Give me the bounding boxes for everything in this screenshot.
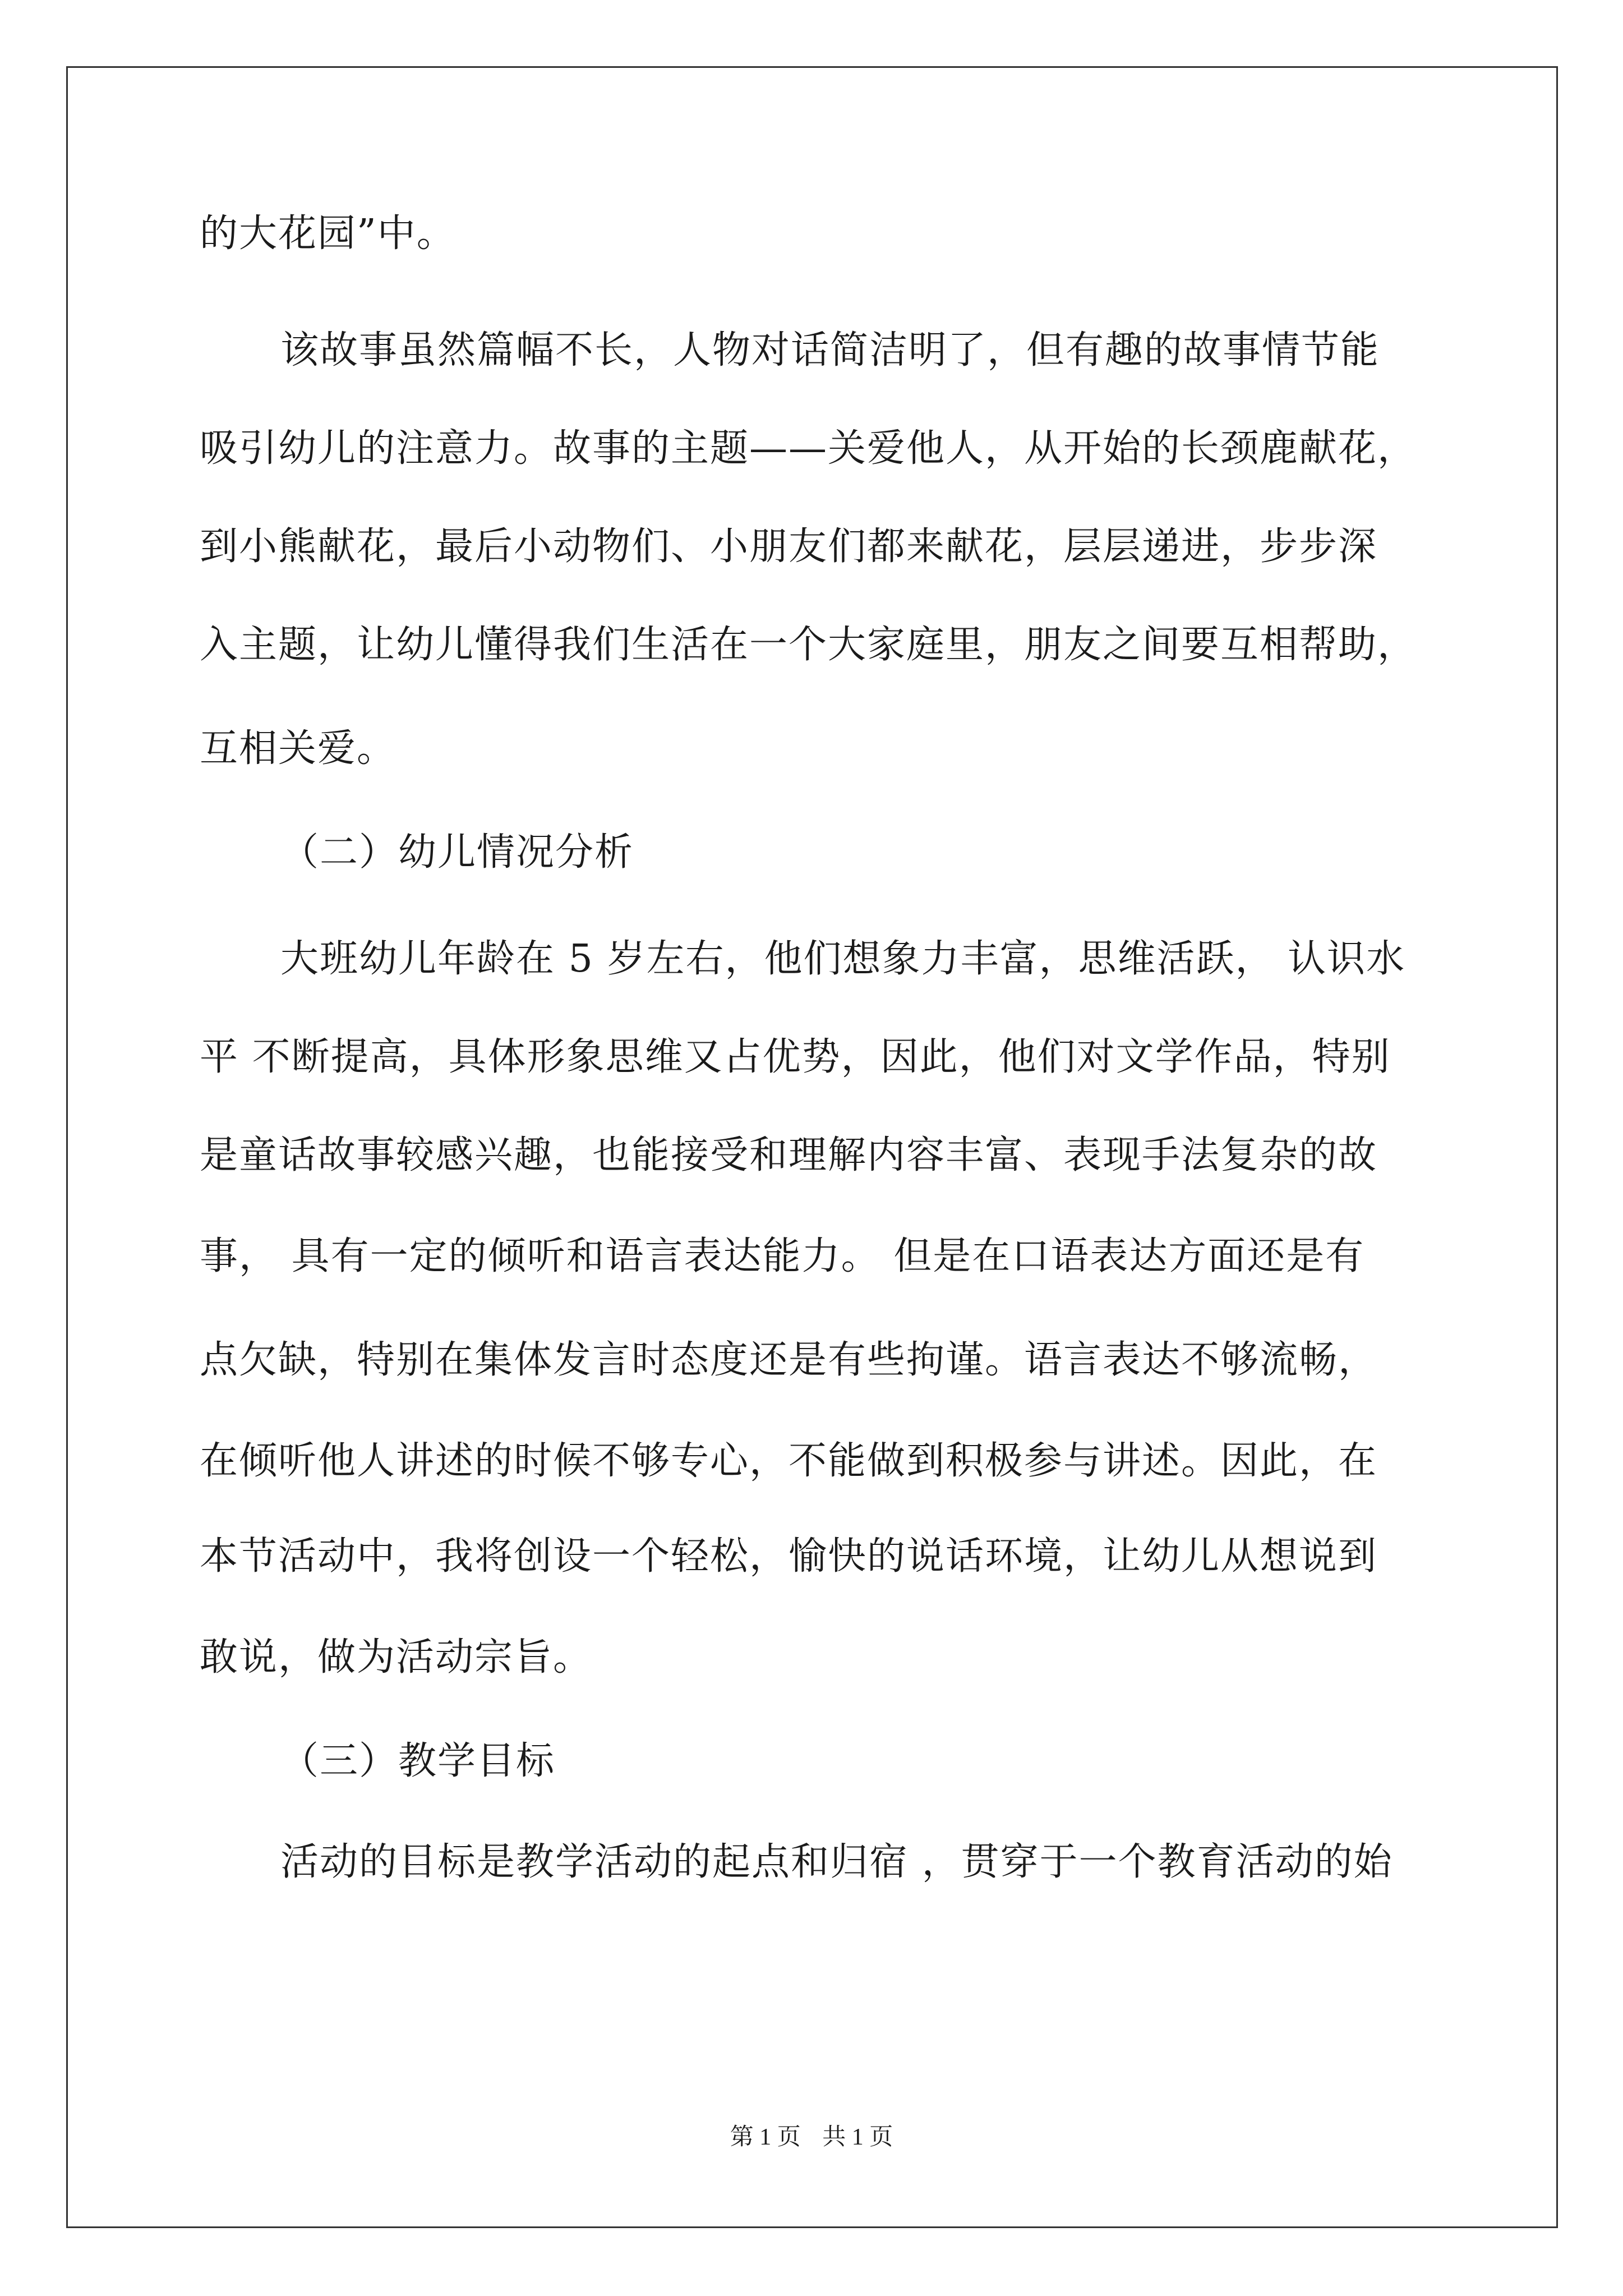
text-line: 敢说，做为活动宗旨。: [200, 1635, 593, 1680]
page-footer: [0, 2120, 1623, 2154]
page-number: 第 1 页: [730, 2124, 801, 2150]
text-line: 本节活动中，我将创设一个轻松，愉快的说话环境，让幼儿从想说到: [200, 1534, 1378, 1579]
text-line: 是童话故事较感兴趣，也能接受和理解内容丰富、表现手法复杂的故: [200, 1133, 1378, 1177]
section-heading: （二）幼儿情况分析: [280, 830, 634, 875]
text-line: 大班幼儿年龄在 5 岁左右，他们想象力丰富，思维活跃， 认识水: [280, 937, 1406, 981]
text-line: 点欠缺，特别在集体发言时态度还是有些拘谨。语言表达不够流畅，: [200, 1338, 1378, 1382]
text-line: 的大花园”中。: [200, 211, 456, 256]
text-line: 事， 具有一定的倾听和语言表达能力。 但是在口语表达方面还是有: [200, 1234, 1365, 1278]
text-line: 到小熊献花，最后小动物们、小朋友们都来献花，层层递进，步步深: [200, 524, 1378, 569]
section-heading: （三）教学目标: [280, 1739, 556, 1783]
text-line: 该故事虽然篇幅不长，人物对话简洁明了，但有趣的故事情节能: [280, 328, 1380, 372]
text-line: 平 不断提高，具体形象思维又占优势，因此，他们对文学作品，特别: [200, 1035, 1391, 1079]
text-line: 互相关爱。: [200, 726, 396, 771]
text-line: 入主题，让幼儿懂得我们生活在一个大家庭里，朋友之间要互相帮助，: [200, 623, 1417, 667]
text-line: 吸引幼儿的注意力。故事的主题——关爱他人，从开始的长颈鹿献花，: [200, 426, 1417, 471]
text-line: 在倾听他人讲述的时候不够专心，不能做到积极参与讲述。因此，在: [200, 1439, 1378, 1483]
page-total: 共 1 页: [822, 2124, 893, 2150]
text-line: 活动的目标是教学活动的起点和归宿 ，贯穿于一个教育活动的始: [280, 1840, 1393, 1884]
